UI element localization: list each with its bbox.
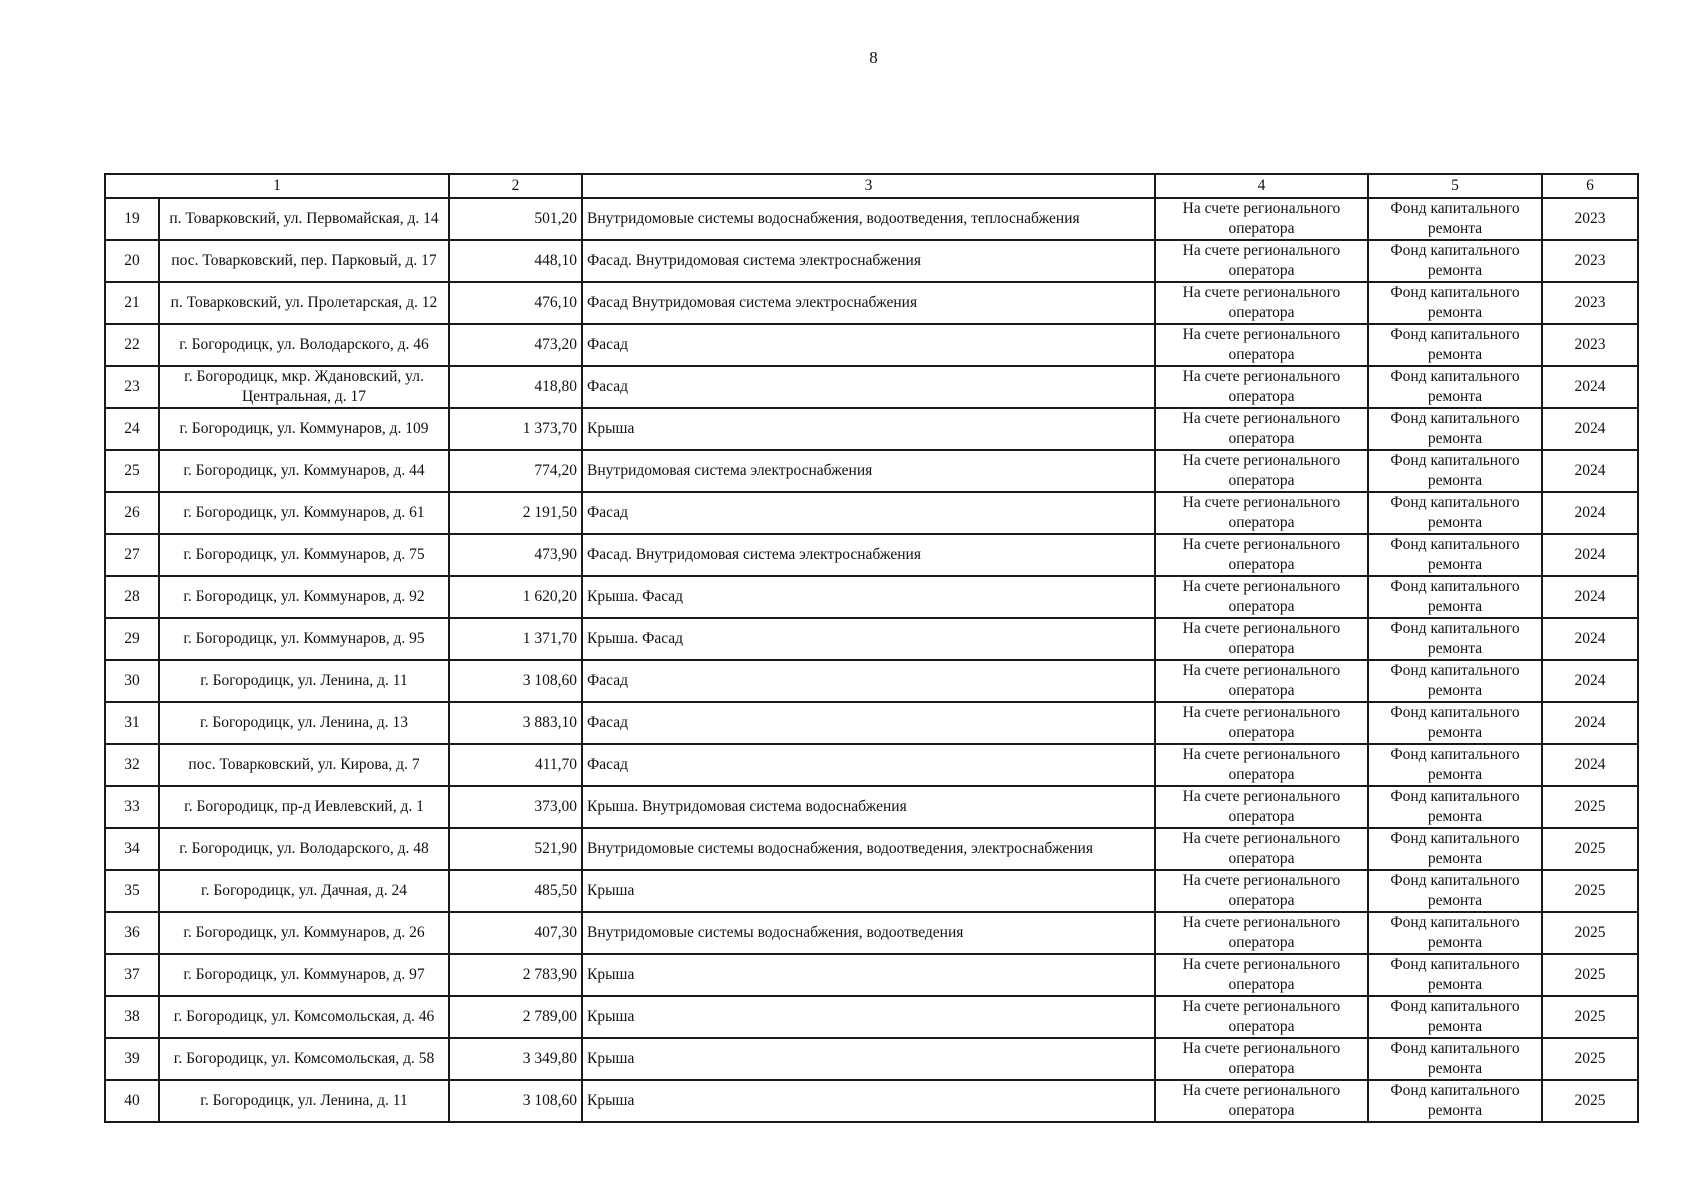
account-cell: На счете регионального оператора <box>1155 828 1368 870</box>
funding-source-cell: Фонд капитального ремонта <box>1368 870 1542 912</box>
year-cell: 2025 <box>1542 1080 1638 1122</box>
address-cell: пос. Товарковский, пер. Парковый, д. 17 <box>159 240 449 282</box>
table-row <box>105 912 1638 954</box>
address-cell: г. Богородицк, ул. Коммунаров, д. 75 <box>159 534 449 576</box>
account-cell: На счете регионального оператора <box>1155 366 1368 408</box>
works-cell: Внутридомовые системы водоснабжения, водоотведения, электроснабжения <box>582 828 1155 870</box>
works-cell: Крыша. Фасад <box>582 618 1155 660</box>
area-cell: 521,90 <box>449 828 582 870</box>
row-number-cell: 35 <box>105 870 159 912</box>
header-cell-1: 1 <box>105 174 449 198</box>
address-cell: п. Товарковский, ул. Первомайская, д. 14 <box>159 198 449 240</box>
funding-source-cell: Фонд капитального ремонта <box>1368 198 1542 240</box>
works-cell: Фасад. Внутридомовая система электроснабжения <box>582 534 1155 576</box>
area-cell: 1 373,70 <box>449 408 582 450</box>
funding-source-cell: Фонд капитального ремонта <box>1368 702 1542 744</box>
table-row <box>105 702 1638 744</box>
works-cell: Фасад <box>582 492 1155 534</box>
row-number-cell: 32 <box>105 744 159 786</box>
funding-source-cell: Фонд капитального ремонта <box>1368 1080 1542 1122</box>
header-cell-4: 4 <box>1155 174 1368 198</box>
area-cell: 411,70 <box>449 744 582 786</box>
works-cell: Фасад <box>582 366 1155 408</box>
table-header-row <box>105 174 1638 198</box>
address-cell: г. Богородицк, ул. Коммунаров, д. 92 <box>159 576 449 618</box>
table-row <box>105 744 1638 786</box>
funding-source-cell: Фонд капитального ремонта <box>1368 492 1542 534</box>
address-cell: г. Богородицк, ул. Володарского, д. 48 <box>159 828 449 870</box>
area-cell: 501,20 <box>449 198 582 240</box>
table-row <box>105 450 1638 492</box>
address-cell: г. Богородицк, ул. Ленина, д. 11 <box>159 1080 449 1122</box>
account-cell: На счете регионального оператора <box>1155 240 1368 282</box>
year-cell: 2025 <box>1542 870 1638 912</box>
area-cell: 2 191,50 <box>449 492 582 534</box>
table-row <box>105 1038 1638 1080</box>
table-row <box>105 786 1638 828</box>
funding-source-cell: Фонд капитального ремонта <box>1368 282 1542 324</box>
funding-source-cell: Фонд капитального ремонта <box>1368 912 1542 954</box>
works-cell: Фасад <box>582 660 1155 702</box>
table-row <box>105 996 1638 1038</box>
works-cell: Крыша <box>582 870 1155 912</box>
year-cell: 2024 <box>1542 534 1638 576</box>
address-cell: г. Богородицк, ул. Коммунаров, д. 61 <box>159 492 449 534</box>
address-cell: г. Богородицк, пр-д Иевлевский, д. 1 <box>159 786 449 828</box>
year-cell: 2025 <box>1542 828 1638 870</box>
area-cell: 774,20 <box>449 450 582 492</box>
header-cell-3: 3 <box>582 174 1155 198</box>
address-cell: г. Богородицк, ул. Коммунаров, д. 26 <box>159 912 449 954</box>
row-number-cell: 33 <box>105 786 159 828</box>
funding-source-cell: Фонд капитального ремонта <box>1368 744 1542 786</box>
header-cell-5: 5 <box>1368 174 1542 198</box>
row-number-cell: 26 <box>105 492 159 534</box>
table-row <box>105 1080 1638 1122</box>
row-number-cell: 38 <box>105 996 159 1038</box>
area-cell: 3 883,10 <box>449 702 582 744</box>
row-number-cell: 28 <box>105 576 159 618</box>
row-number-cell: 37 <box>105 954 159 996</box>
works-cell: Внутридомовая система электроснабжения <box>582 450 1155 492</box>
header-cell-6: 6 <box>1542 174 1638 198</box>
address-cell: г. Богородицк, ул. Комсомольская, д. 46 <box>159 996 449 1038</box>
year-cell: 2025 <box>1542 1038 1638 1080</box>
table-row <box>105 240 1638 282</box>
capital-repair-table <box>104 173 1639 1123</box>
account-cell: На счете регионального оператора <box>1155 618 1368 660</box>
area-cell: 1 620,20 <box>449 576 582 618</box>
works-cell: Крыша <box>582 1080 1155 1122</box>
year-cell: 2024 <box>1542 744 1638 786</box>
works-cell: Фасад. Внутридомовая система электроснабжения <box>582 240 1155 282</box>
funding-source-cell: Фонд капитального ремонта <box>1368 786 1542 828</box>
account-cell: На счете регионального оператора <box>1155 324 1368 366</box>
table-row <box>105 282 1638 324</box>
address-cell: п. Товарковский, ул. Пролетарская, д. 12 <box>159 282 449 324</box>
area-cell: 3 108,60 <box>449 660 582 702</box>
row-number-cell: 34 <box>105 828 159 870</box>
table-row <box>105 492 1638 534</box>
header-cell-2: 2 <box>449 174 582 198</box>
area-cell: 476,10 <box>449 282 582 324</box>
works-cell: Фасад <box>582 744 1155 786</box>
funding-source-cell: Фонд капитального ремонта <box>1368 1038 1542 1080</box>
account-cell: На счете регионального оператора <box>1155 576 1368 618</box>
account-cell: На счете регионального оператора <box>1155 198 1368 240</box>
table-row <box>105 660 1638 702</box>
area-cell: 1 371,70 <box>449 618 582 660</box>
table-row <box>105 408 1638 450</box>
works-cell: Крыша <box>582 954 1155 996</box>
address-cell: г. Богородицк, мкр. Ждановский, ул. Центральная, д. 17 <box>159 366 449 408</box>
area-cell: 2 783,90 <box>449 954 582 996</box>
table-row <box>105 198 1638 240</box>
year-cell: 2024 <box>1542 702 1638 744</box>
year-cell: 2024 <box>1542 366 1638 408</box>
works-cell: Фасад <box>582 702 1155 744</box>
row-number-cell: 19 <box>105 198 159 240</box>
table-row <box>105 534 1638 576</box>
account-cell: На счете регионального оператора <box>1155 534 1368 576</box>
table-row <box>105 576 1638 618</box>
account-cell: На счете регионального оператора <box>1155 408 1368 450</box>
row-number-cell: 25 <box>105 450 159 492</box>
year-cell: 2025 <box>1542 912 1638 954</box>
year-cell: 2023 <box>1542 282 1638 324</box>
table-row <box>105 324 1638 366</box>
works-cell: Крыша <box>582 996 1155 1038</box>
year-cell: 2024 <box>1542 576 1638 618</box>
year-cell: 2023 <box>1542 198 1638 240</box>
address-cell: г. Богородицк, ул. Коммунаров, д. 95 <box>159 618 449 660</box>
row-number-cell: 21 <box>105 282 159 324</box>
row-number-cell: 23 <box>105 366 159 408</box>
funding-source-cell: Фонд капитального ремонта <box>1368 828 1542 870</box>
works-cell: Фасад <box>582 324 1155 366</box>
account-cell: На счете регионального оператора <box>1155 744 1368 786</box>
account-cell: На счете регионального оператора <box>1155 786 1368 828</box>
account-cell: На счете регионального оператора <box>1155 870 1368 912</box>
row-number-cell: 24 <box>105 408 159 450</box>
works-cell: Внутридомовые системы водоснабжения, водоотведения <box>582 912 1155 954</box>
table-row <box>105 870 1638 912</box>
table-row <box>105 618 1638 660</box>
account-cell: На счете регионального оператора <box>1155 996 1368 1038</box>
row-number-cell: 29 <box>105 618 159 660</box>
works-cell: Фасад Внутридомовая система электроснабжения <box>582 282 1155 324</box>
area-cell: 407,30 <box>449 912 582 954</box>
address-cell: г. Богородицк, ул. Дачная, д. 24 <box>159 870 449 912</box>
funding-source-cell: Фонд капитального ремонта <box>1368 534 1542 576</box>
works-cell: Внутридомовые системы водоснабжения, водоотведения, теплоснабжения <box>582 198 1155 240</box>
address-cell: г. Богородицк, ул. Ленина, д. 11 <box>159 660 449 702</box>
year-cell: 2024 <box>1542 618 1638 660</box>
funding-source-cell: Фонд капитального ремонта <box>1368 240 1542 282</box>
address-cell: пос. Товарковский, ул. Кирова, д. 7 <box>159 744 449 786</box>
year-cell: 2025 <box>1542 954 1638 996</box>
address-cell: г. Богородицк, ул. Коммунаров, д. 97 <box>159 954 449 996</box>
row-number-cell: 27 <box>105 534 159 576</box>
account-cell: На счете регионального оператора <box>1155 912 1368 954</box>
area-cell: 3 349,80 <box>449 1038 582 1080</box>
funding-source-cell: Фонд капитального ремонта <box>1368 618 1542 660</box>
year-cell: 2024 <box>1542 492 1638 534</box>
address-cell: г. Богородицк, ул. Володарского, д. 46 <box>159 324 449 366</box>
works-cell: Крыша. Внутридомовая система водоснабжения <box>582 786 1155 828</box>
row-number-cell: 22 <box>105 324 159 366</box>
row-number-cell: 31 <box>105 702 159 744</box>
account-cell: На счете регионального оператора <box>1155 282 1368 324</box>
row-number-cell: 20 <box>105 240 159 282</box>
address-cell: г. Богородицк, ул. Комсомольская, д. 58 <box>159 1038 449 1080</box>
funding-source-cell: Фонд капитального ремонта <box>1368 576 1542 618</box>
funding-source-cell: Фонд капитального ремонта <box>1368 324 1542 366</box>
area-cell: 473,90 <box>449 534 582 576</box>
year-cell: 2025 <box>1542 996 1638 1038</box>
area-cell: 418,80 <box>449 366 582 408</box>
works-cell: Крыша <box>582 1038 1155 1080</box>
account-cell: На счете регионального оператора <box>1155 450 1368 492</box>
area-cell: 373,00 <box>449 786 582 828</box>
year-cell: 2024 <box>1542 408 1638 450</box>
funding-source-cell: Фонд капитального ремонта <box>1368 408 1542 450</box>
area-cell: 2 789,00 <box>449 996 582 1038</box>
funding-source-cell: Фонд капитального ремонта <box>1368 996 1542 1038</box>
year-cell: 2024 <box>1542 660 1638 702</box>
row-number-cell: 40 <box>105 1080 159 1122</box>
row-number-cell: 30 <box>105 660 159 702</box>
area-cell: 473,20 <box>449 324 582 366</box>
table-row <box>105 954 1638 996</box>
address-cell: г. Богородицк, ул. Коммунаров, д. 109 <box>159 408 449 450</box>
table-row <box>105 828 1638 870</box>
account-cell: На счете регионального оператора <box>1155 492 1368 534</box>
row-number-cell: 36 <box>105 912 159 954</box>
funding-source-cell: Фонд капитального ремонта <box>1368 954 1542 996</box>
area-cell: 3 108,60 <box>449 1080 582 1122</box>
year-cell: 2023 <box>1542 240 1638 282</box>
account-cell: На счете регионального оператора <box>1155 660 1368 702</box>
year-cell: 2024 <box>1542 450 1638 492</box>
page-number: 8 <box>869 48 878 67</box>
account-cell: На счете регионального оператора <box>1155 1038 1368 1080</box>
address-cell: г. Богородицк, ул. Коммунаров, д. 44 <box>159 450 449 492</box>
funding-source-cell: Фонд капитального ремонта <box>1368 660 1542 702</box>
address-cell: г. Богородицк, ул. Ленина, д. 13 <box>159 702 449 744</box>
works-cell: Крыша. Фасад <box>582 576 1155 618</box>
row-number-cell: 39 <box>105 1038 159 1080</box>
funding-source-cell: Фонд капитального ремонта <box>1368 450 1542 492</box>
funding-source-cell: Фонд капитального ремонта <box>1368 366 1542 408</box>
account-cell: На счете регионального оператора <box>1155 702 1368 744</box>
works-cell: Крыша <box>582 408 1155 450</box>
area-cell: 448,10 <box>449 240 582 282</box>
year-cell: 2023 <box>1542 324 1638 366</box>
account-cell: На счете регионального оператора <box>1155 1080 1368 1122</box>
account-cell: На счете регионального оператора <box>1155 954 1368 996</box>
table-row <box>105 366 1638 408</box>
year-cell: 2025 <box>1542 786 1638 828</box>
area-cell: 485,50 <box>449 870 582 912</box>
